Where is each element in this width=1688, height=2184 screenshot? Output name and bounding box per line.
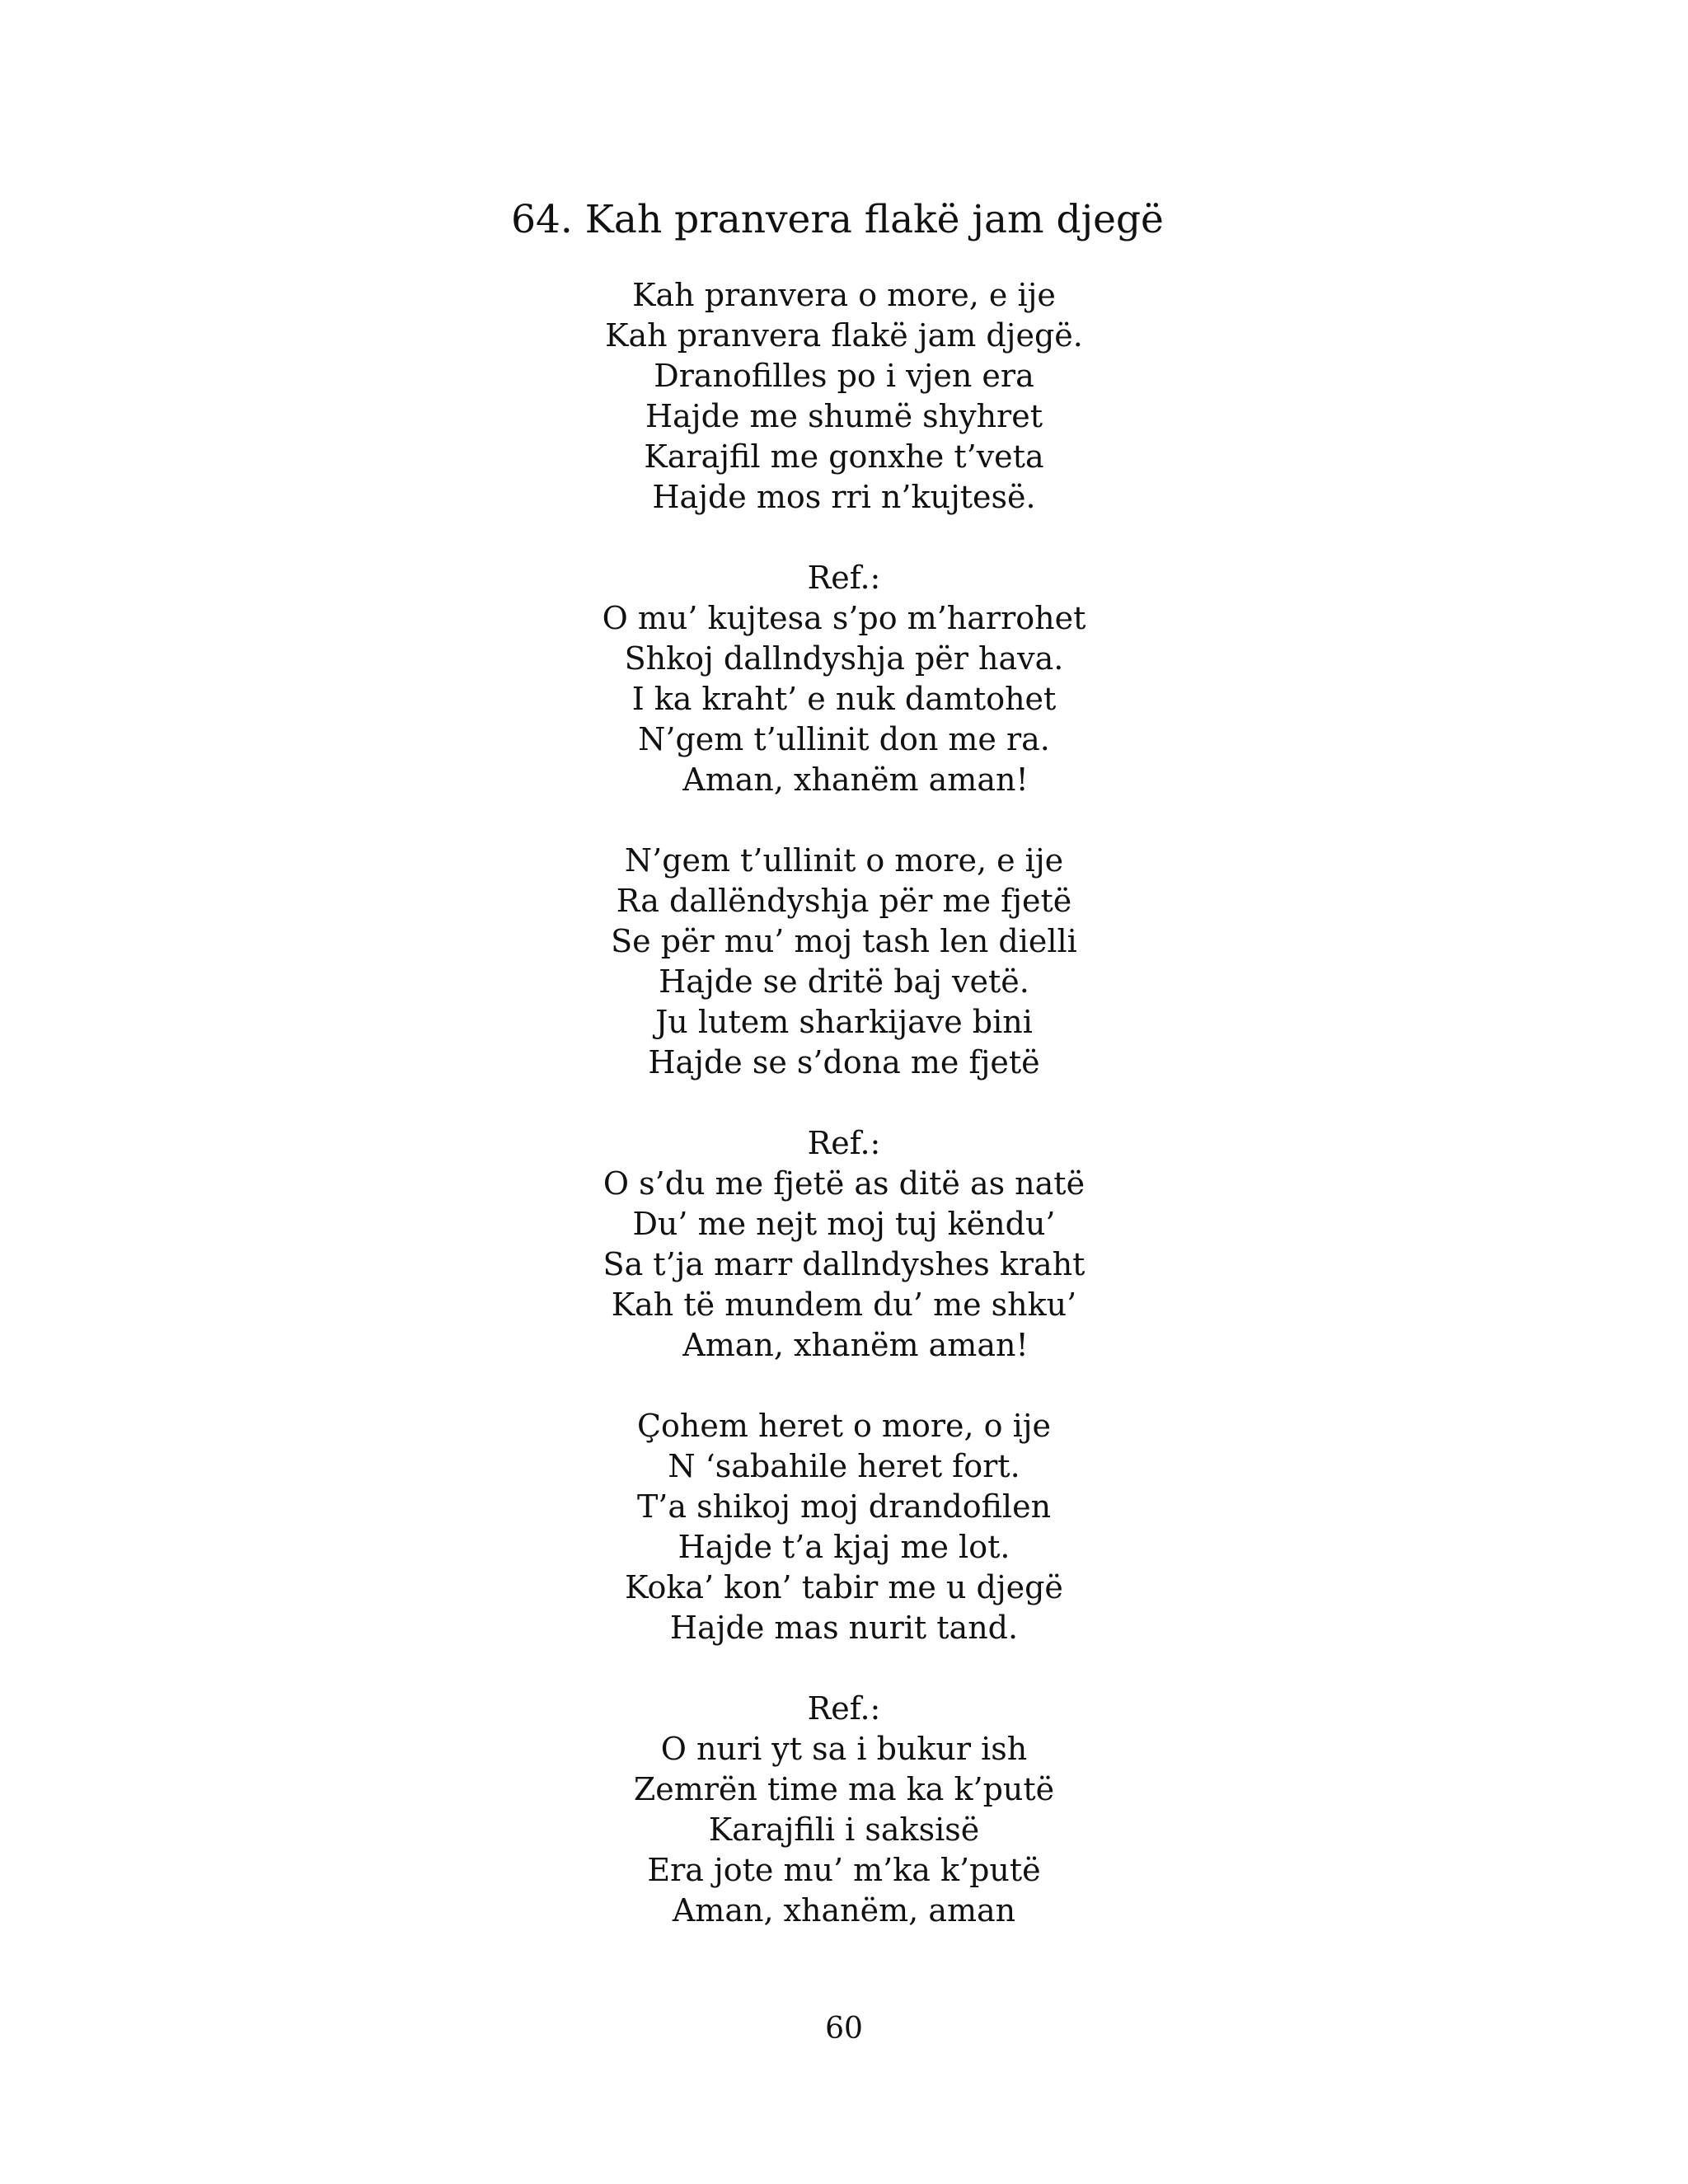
lyric-line: N’gem t’ullinit o more, e ije bbox=[624, 842, 1064, 879]
lyric-line: I ka kraht’ e nuk damtohet bbox=[631, 681, 1057, 717]
stanza-verse-1 bbox=[0, 275, 1688, 518]
lyric-line: Aman, xhanëm, aman bbox=[672, 1892, 1016, 1929]
lyric-line: Se për mu’ moj tash len dielli bbox=[611, 923, 1077, 959]
lyric-line: Aman, xhanëm aman! bbox=[682, 762, 1029, 798]
stanza-refrain-1 bbox=[0, 558, 1688, 800]
lyric-line: Hajde mos rri n’kujtesë. bbox=[652, 479, 1036, 515]
lyric-line: Hajde mas nurit tand. bbox=[669, 1610, 1019, 1646]
lyric-line: Kah pranvera o more, e ije bbox=[632, 277, 1056, 313]
lyric-line: Karajfili i saksisë bbox=[708, 1811, 980, 1848]
lyric-line: Dranofilles po i vjen era bbox=[654, 358, 1034, 394]
lyric-line: Hajde se dritë baj vetë. bbox=[659, 963, 1029, 1000]
lyric-line: Hajde se s’dona me fjetë bbox=[648, 1044, 1040, 1080]
lyric-line: Shkoj dallndyshja për hava. bbox=[624, 640, 1064, 677]
lyric-line: Çohem heret o more, o ije bbox=[636, 1408, 1052, 1444]
lyric-line: O nuri yt sa i bukur ish bbox=[660, 1731, 1028, 1767]
lyric-line: O s’du me fjetë as ditë as natë bbox=[603, 1165, 1085, 1202]
lyric-line: Karajfil me gonxhe t’veta bbox=[644, 438, 1044, 475]
lyric-line: Ra dallëndyshja për me fjetë bbox=[616, 883, 1072, 919]
lyric-line: Hajde t’a kjaj me lot. bbox=[678, 1529, 1010, 1565]
stanza-refrain-2 bbox=[0, 1123, 1688, 1366]
lyric-line: Kah të mundem du’ me shku’ bbox=[611, 1286, 1077, 1323]
page-number: 60 bbox=[825, 2012, 863, 2046]
lyric-line: O mu’ kujtesa s’po m’harrohet bbox=[602, 600, 1086, 636]
refrain-label: Ref.: bbox=[807, 1690, 881, 1727]
stanza-refrain-3 bbox=[0, 1689, 1688, 1931]
lyric-line: Koka’ kon’ tabir me u djegë bbox=[625, 1569, 1063, 1605]
stanza-verse-2 bbox=[0, 841, 1688, 1083]
lyric-line: Ju lutem sharkijave bini bbox=[655, 1004, 1033, 1040]
lyric-line: Hajde me shumë shyhret bbox=[645, 398, 1043, 434]
stanza-verse-3 bbox=[0, 1406, 1688, 1648]
lyric-line: Du’ me nejt moj tuj këndu’ bbox=[632, 1206, 1056, 1242]
refrain-label: Ref.: bbox=[807, 560, 881, 596]
lyric-line: N ‘sabahile heret fort. bbox=[668, 1448, 1020, 1484]
lyric-line: T’a shikoj moj drandofilen bbox=[636, 1488, 1052, 1525]
lyric-line: Kah pranvera flakë jam djegë. bbox=[605, 317, 1083, 354]
lyric-line: Aman, xhanëm aman! bbox=[682, 1327, 1029, 1363]
song-lyrics bbox=[0, 275, 1688, 1971]
lyric-line: Zemrën time ma ka k’putë bbox=[633, 1771, 1055, 1807]
refrain-label: Ref.: bbox=[807, 1125, 881, 1161]
lyric-line: Era jote mu’ m’ka k’putë bbox=[647, 1852, 1041, 1888]
lyric-line: N’gem t’ullinit don me ra. bbox=[638, 721, 1050, 757]
lyric-line: Sa t’ja marr dallndyshes kraht bbox=[603, 1246, 1085, 1282]
song-title: 64. Kah pranvera flakë jam djegë bbox=[511, 197, 1164, 242]
